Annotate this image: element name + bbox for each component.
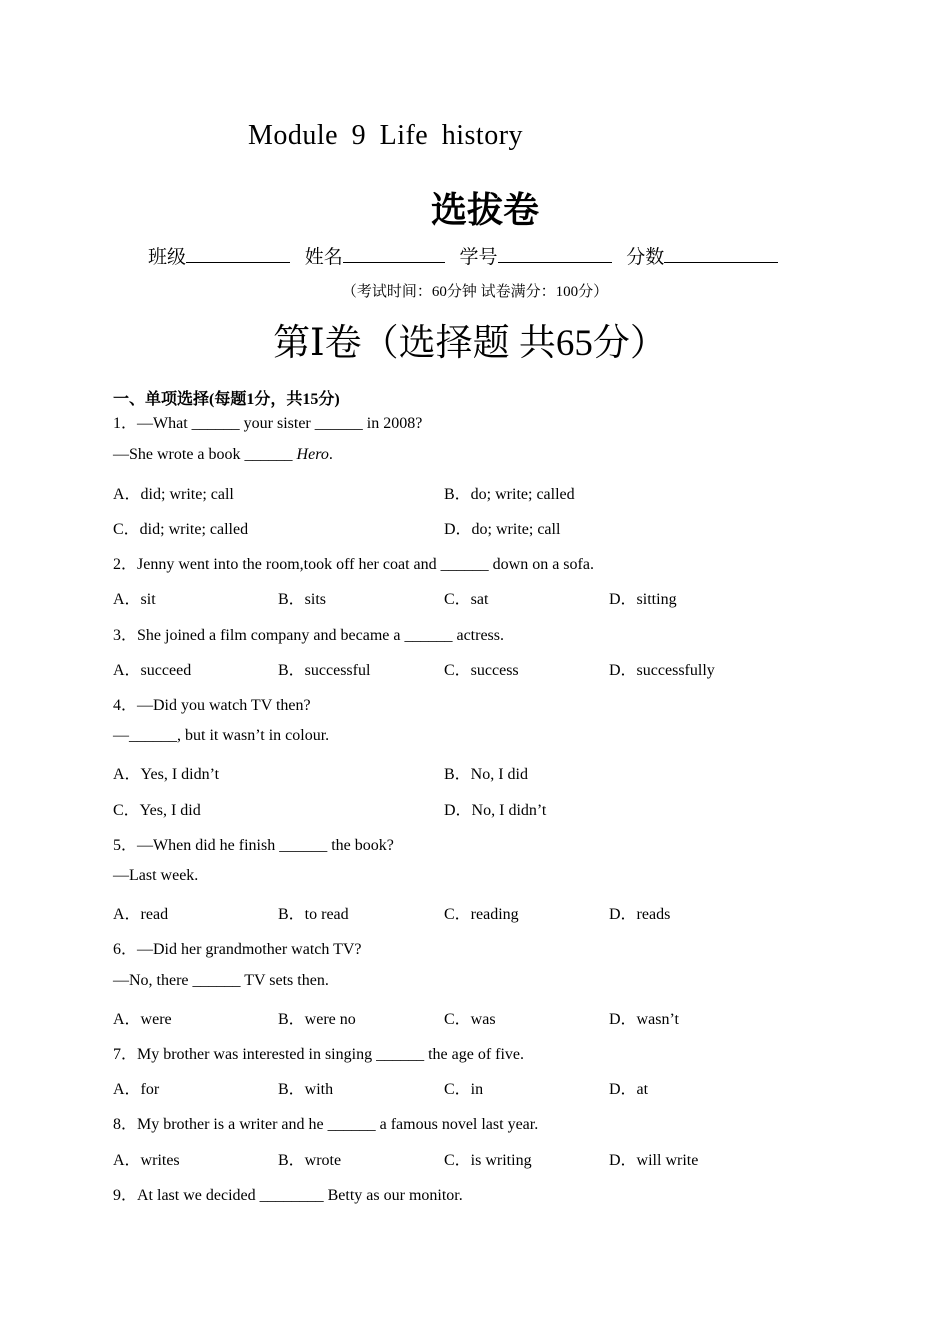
- option-d[interactable]: D．wasn’t: [609, 1011, 679, 1028]
- option-a[interactable]: A．writes: [113, 1152, 180, 1169]
- exam-time-note: （考试时间：60分钟 试卷满分：100分）: [341, 284, 609, 300]
- option-a[interactable]: A．did; write; call: [113, 486, 234, 503]
- option-b[interactable]: B．were no: [278, 1011, 356, 1028]
- option-d[interactable]: D．reads: [609, 906, 671, 923]
- question-stem: 2．Jenny went into the room,took off her coat and ______ down on a sofa.: [113, 556, 594, 573]
- option-c[interactable]: C．is writing: [444, 1152, 532, 1169]
- option-c[interactable]: C．sat: [444, 591, 489, 608]
- period: .: [328, 446, 333, 463]
- option-b[interactable]: B．do; write; called: [444, 486, 575, 503]
- option-a[interactable]: A．Yes, I didn’t: [113, 766, 220, 783]
- part-title: 第Ⅰ卷（选择题 共65分）: [273, 323, 667, 364]
- class-label: 班级: [148, 247, 187, 268]
- question-answer-line: —______, but it wasn’t in colour.: [113, 727, 330, 744]
- option-d[interactable]: D．do; write; call: [444, 521, 561, 538]
- option-b[interactable]: B．successful: [278, 662, 371, 679]
- option-a[interactable]: A．sit: [113, 591, 156, 608]
- option-d[interactable]: D．will write: [609, 1152, 699, 1169]
- name-blank: [343, 246, 445, 263]
- score-blank: [664, 246, 778, 263]
- module-title: Module 9 Life history: [248, 120, 524, 151]
- option-d[interactable]: D．successfully: [609, 662, 715, 679]
- option-d[interactable]: D．at: [609, 1081, 649, 1098]
- question-answer-line: —She wrote a book ______: [113, 446, 297, 463]
- option-b[interactable]: B．with: [278, 1081, 334, 1098]
- option-d[interactable]: D．No, I didn’t: [444, 802, 547, 819]
- option-b[interactable]: B．to read: [278, 906, 349, 923]
- exam-title: 选拔卷: [430, 190, 539, 231]
- option-a[interactable]: A．succeed: [113, 662, 192, 679]
- question-stem: 8．My brother is a writer and he ______ a famous novel last year.: [113, 1116, 539, 1133]
- question-stem: 1．—What ______ your sister ______ in 2008?: [113, 415, 423, 432]
- question-stem: 3．She joined a film company and became a ______ actress.: [113, 627, 504, 644]
- question-answer-line: —Last week.: [113, 867, 199, 884]
- question-stem: 9．At last we decided ________ Betty as our monitor.: [113, 1187, 463, 1204]
- question-stem: 6．—Did her grandmother watch TV?: [113, 941, 362, 958]
- question-stem: [113, 446, 333, 464]
- student-info-row: [148, 242, 778, 269]
- option-c[interactable]: C．success: [444, 662, 519, 679]
- option-c[interactable]: C．Yes, I did: [113, 802, 201, 819]
- option-a[interactable]: A．were: [113, 1011, 172, 1028]
- option-c[interactable]: C．reading: [444, 906, 519, 923]
- option-c[interactable]: C．was: [444, 1011, 496, 1028]
- option-b[interactable]: B．sits: [278, 591, 327, 608]
- question-stem: 7．My brother was interested in singing ______ the age of five.: [113, 1046, 525, 1063]
- name-label: 姓名: [304, 247, 343, 268]
- option-b[interactable]: B．No, I did: [444, 766, 529, 783]
- question-answer-line: —No, there ______ TV sets then.: [113, 972, 329, 989]
- option-d[interactable]: D．sitting: [609, 591, 677, 608]
- option-c[interactable]: C．did; write; called: [113, 521, 249, 538]
- book-title: Hero: [296, 446, 329, 463]
- section-heading: 一、单项选择(每题1分，共15分): [113, 391, 340, 408]
- option-a[interactable]: A．for: [113, 1081, 160, 1098]
- number-label: 学号: [459, 247, 498, 268]
- option-b[interactable]: B．wrote: [278, 1152, 342, 1169]
- score-label: 分数: [626, 247, 665, 268]
- number-blank: [498, 246, 612, 263]
- option-c[interactable]: C．in: [444, 1081, 484, 1098]
- question-stem: 5．—When did he finish ______ the book?: [113, 837, 394, 854]
- question-stem: 4．—Did you watch TV then?: [113, 697, 311, 714]
- class-blank: [186, 246, 290, 263]
- option-a[interactable]: A．read: [113, 906, 169, 923]
